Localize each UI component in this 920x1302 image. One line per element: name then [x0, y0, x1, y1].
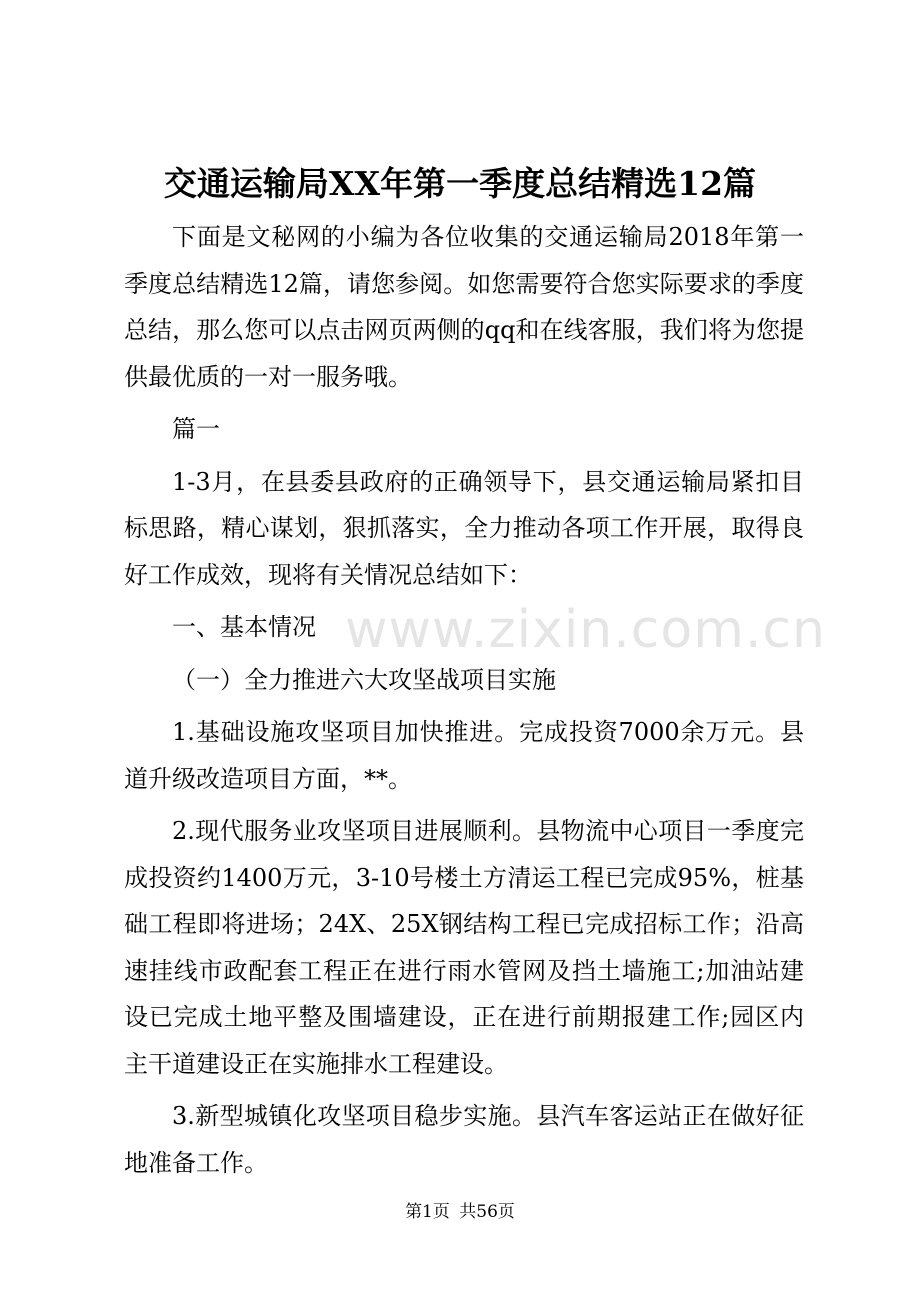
paragraph-item-3: 3.新型城镇化攻坚项目稳步实施。县汽车客运站正在做好征地准备工作。 — [124, 1102, 804, 1177]
document-body — [124, 214, 804, 1186]
paragraph-item-1: 1.基础设施攻坚项目加快推进。完成投资7000余万元。县道升级改造项目方面，**。 — [124, 718, 804, 793]
watermark-text: www.zixin.com.cn — [345, 600, 826, 660]
heading-six-projects: （一）全力推进六大攻坚战项目实施 — [172, 665, 556, 694]
page-total: 共56页 — [459, 1202, 515, 1222]
heading-basic-situation: 一、基本情况 — [172, 613, 316, 641]
paragraph-intro: 下面是文秘网的小编为各位收集的交通运输局2018年第一季度总结精选12篇，请您参阅。如您需要符合您实际要求的季度总结，那么您可以点击网页两侧的qq和在线客服，我们将为您提供最优质的一对一服务哦。 — [124, 223, 804, 391]
document-title: 交通运输局XX年第一季度总结精选12篇 — [163, 164, 757, 203]
page-number: 第1页 — [405, 1202, 450, 1222]
paragraph-summary: 1-3月，在县委县政府的正确领导下，县交通运输局紧扣目标思路，精心谋划，狠抓落实，全力推动各项工作开展，取得良好工作成效，现将有关情况总结如下： — [124, 467, 804, 589]
paragraph-section-label: 篇一 — [172, 415, 220, 443]
page-footer — [0, 1200, 920, 1224]
paragraph-item-2: 2.现代服务业攻坚项目进展顺利。县物流中心项目一季度完成投资约1400万元，3-10号楼土方清运工程已完成95%，桩基础工程即将进场；24X、25X钢结构工程已完成招标工作；沿高速挂线市政配套工程正在进行雨水管网及挡土墙施工;加油站建设已完成土地平整及围墙建设，正在进行前期报建工作;园区内主干道建设正在实施排水工程建设。 — [124, 817, 804, 1078]
